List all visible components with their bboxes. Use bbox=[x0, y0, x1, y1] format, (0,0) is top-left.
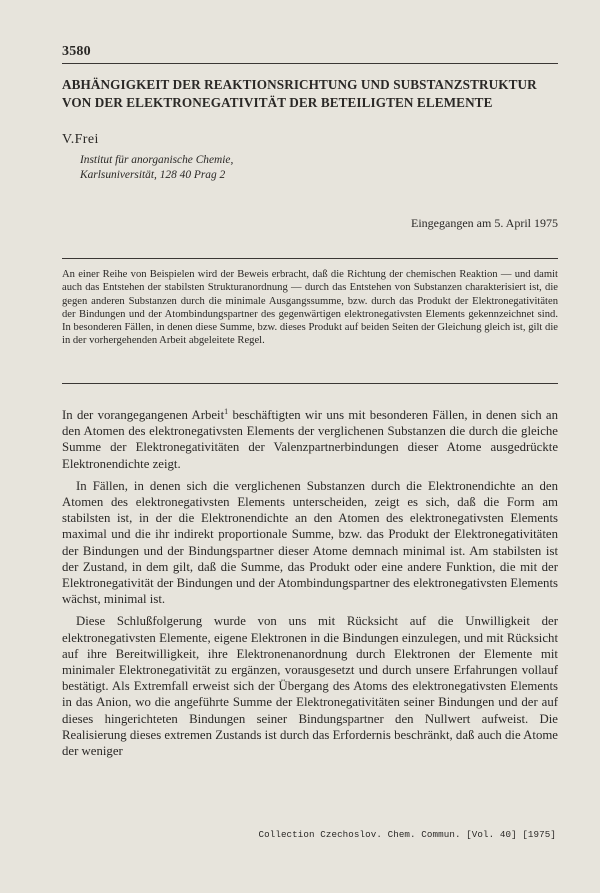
journal-citation-footer: Collection Czechoslov. Chem. Commun. [Vol. 40] [1975] bbox=[258, 829, 556, 840]
abstract-text: An einer Reihe von Beispielen wird der Beweis erbracht, daß die Richtung der chemischen Reaktion — und damit auch das Entstehen der stabilsten Strukturanordnung — durch das Entstehen von Substanzen charakterisiert ist, die gegen anderen Substanzen durch die minimale Ausgangssumme, bzw. durch das Produkt der Elektronegativitäten der Bindungen und der Atombindungspartner des gegenwärtigen elektronegativsten Elements gekennzeichnet sind. In besonderen Fällen, in denen diese Summe, bzw. dieses Produkt auf beiden Seiten der Gleichung gleich ist, gilt die in der vorhergehenden Arbeit abgeleitete Regel. bbox=[62, 269, 558, 347]
abstract-top-rule bbox=[62, 258, 558, 259]
title-line-2: VON DER ELEKTRONEGATIVITÄT DER BETEILIGTEN ELEMENTE bbox=[62, 95, 493, 110]
author-name: V.Frei bbox=[62, 132, 99, 147]
body-paragraph-3: Diese Schlußfolgerung wurde von uns mit Rücksicht auf die Unwilligkeit der elektronegativsten Elemente, eigene Elektronen in die Bindungen einzulegen, und mit Rücksicht auf ihre Bereitwilligkeit, ihre Elektronenanordnung durch Elektronen der Elemente mit minimaler Elektronegativität zu ergänzen, vorausgesetzt und durch unsere Erfahrungen vollauf bestätigt. Als Extremfall erweist sich der Übergang des Atoms des elektronegativsten Elements in das Anion, wo die angeführte Summe der Elektronegativitäten seiner Bindungen und der auf dieses hingerichteten Bindungen seiner Bindungspartner den Nullwert aufweist. Die Realisierung dieses extremen Zustands ist durch das Erfordernis beschränkt, daß auch die Atome der weniger bbox=[62, 614, 558, 759]
article-body bbox=[62, 407, 558, 765]
page-number: 3580 bbox=[62, 44, 91, 59]
article-title bbox=[62, 76, 562, 112]
header-rule bbox=[62, 63, 558, 64]
abstract-bottom-rule bbox=[62, 383, 558, 384]
body-paragraph-1 bbox=[62, 407, 558, 472]
affiliation bbox=[80, 153, 233, 183]
reference-marker: 1 bbox=[224, 407, 229, 416]
body-paragraph-1-start: In der vorangegangenen Arbeit bbox=[62, 408, 225, 422]
affiliation-line-2: Karlsuniversität, 128 40 Prag 2 bbox=[80, 169, 226, 181]
body-paragraph-2: In Fällen, in denen sich die verglichenen Substanzen durch die Elektronendichte an den Atomen des elektronegativsten Elements unterscheiden, zeigt es sich, daß die Form am stabilsten ist, in der die Elektronendichte an den Atomen des elektronegativsten Elements maximal und die ihr indirekt proportionale Summe, bzw. das Produkt der Elektronegativitäten der Bindungen und der Bindungspartner dieser Atome demnach minimal ist. Am stabilsten ist der Zustand, in dem gilt, daß die Summe, das Produkt oder eine andere Funktion, die mit der Elektronegativität der Bindungen und der Atombindungspartner des elektronegativsten Elements wächst, minimal ist. bbox=[62, 478, 558, 607]
abstract bbox=[62, 268, 558, 348]
received-date: Eingegangen am 5. April 1975 bbox=[411, 216, 558, 230]
title-line-1: ABHÄNGIGKEIT DER REAKTIONSRICHTUNG UND SUBSTANZSTRUKTUR bbox=[62, 77, 537, 92]
body-paragraph-1-rest: beschäftigten wir uns mit besonderen Fällen, in denen sich an den Atomen des elektronegativsten Elements der verglichenen Substanzen die durch die gleiche Summe der Elektronegativitäten der Valenzpartnerbindungen dieser Atome ausgedrückte Elektronendichte zeigt. bbox=[62, 408, 558, 471]
affiliation-line-1: Institut für anorganische Chemie, bbox=[80, 154, 234, 166]
